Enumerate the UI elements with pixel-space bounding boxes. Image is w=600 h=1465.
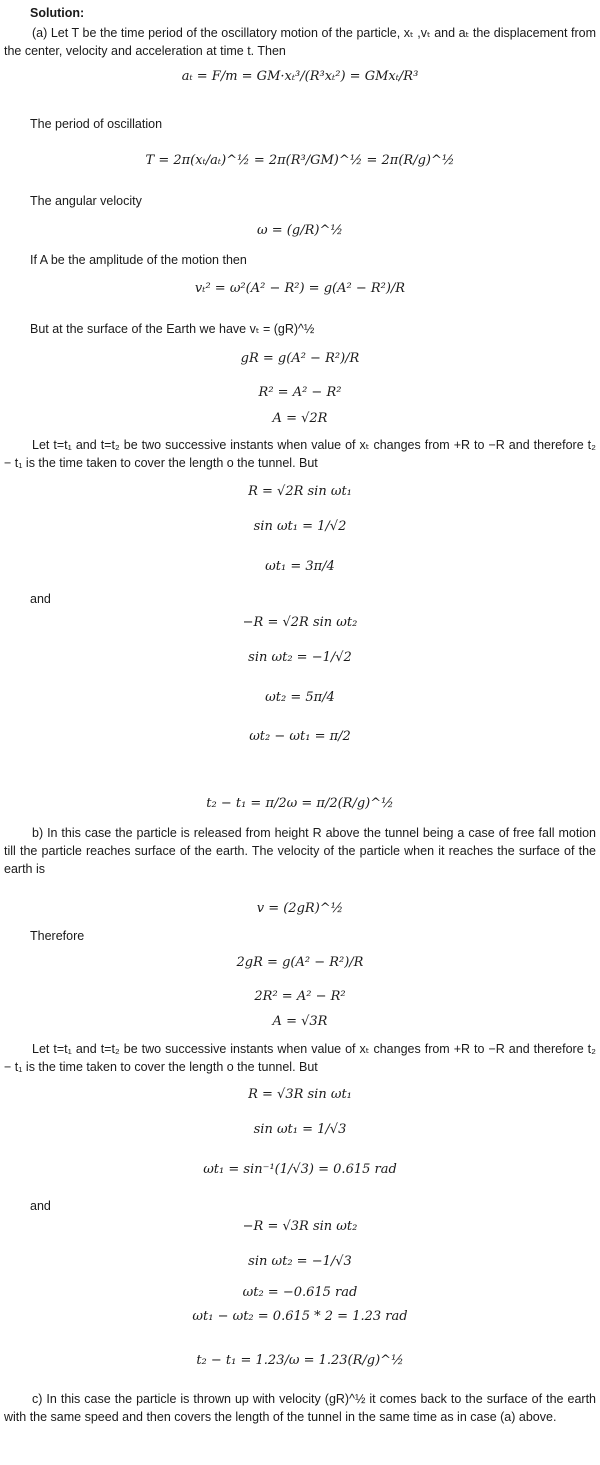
para-a-intro: (a) Let T be the time period of the oscillatory motion of the particle, xₜ ,vₜ and aₜ the displacement from the center, velocity and acceleration at time t. Then (4, 26, 596, 58)
label-angular-velocity: The angular velocity (30, 194, 142, 208)
eq-amplitude-a: A = √2R (272, 411, 328, 426)
para-instants-a: Let t=t₁ and t=t₂ be two successive instants when value of xₜ changes from +R to −R and therefore t₂ − t₁ is the time taken to cover the length o the tunnel. But (4, 438, 596, 470)
eq-velocity-sq: vₜ² = ω²(A² − R²) = g(A² − R²)/R (194, 281, 406, 296)
eq-time-a: t₂ − t₁ = π/2ω = π/2(R/g)^½ (206, 796, 394, 811)
para-c: c) In this case the particle is thrown up with velocity (gR)^½ it comes back to the surface of the earth with the same speed and then covers the length of the tunnel in the same time as in case (a) above. (4, 1392, 596, 1424)
eq-wt2-b: ωt₂ = −0.615 rad (242, 1285, 358, 1300)
label-therefore: Therefore (30, 929, 85, 943)
label-period: The period of oscillation (30, 117, 163, 131)
eq-R-sin-t1: R = √2R sin ωt₁ (248, 484, 352, 499)
eq-wt-difference-b: ωt₁ − ωt₂ = 0.615 * 2 = 1.23 rad (192, 1309, 408, 1324)
eq-sin-t2: sin ωt₂ = −1/√2 (248, 650, 352, 665)
para-surface-velocity: But at the surface of the Earth we have vₜ = (gR)^½ (30, 322, 315, 336)
para-b: b) In this case the particle is released from height R above the tunnel being a case of free fall motion till the particle reaches surface of the earth. The velocity of the particle when it reaches the surface of the earth is (4, 826, 596, 876)
eq-time-b: t₂ − t₁ = 1.23/ω = 1.23(R/g)^½ (196, 1353, 404, 1368)
eq-acceleration: aₜ = F/m = GM·xₜ³/(R³xₜ²) = GMxₜ/R³ (181, 69, 419, 84)
eq-wt1-b: ωt₁ = sin⁻¹(1/√3) = 0.615 rad (203, 1162, 397, 1177)
eq-sin-t2-b: sin ωt₂ = −1/√3 (248, 1254, 352, 1269)
eq-sin-t1: sin ωt₁ = 1/√2 (253, 519, 347, 534)
eq-wt2: ωt₂ = 5π/4 (265, 690, 335, 705)
eq-gR: gR = g(A² − R²)/R (240, 351, 360, 366)
eq-R-sin-t1-b: R = √3R sin ωt₁ (248, 1087, 352, 1102)
eq-minusR-sin-t2-b: −R = √3R sin ωt₂ (242, 1219, 358, 1234)
label-and-1: and (30, 592, 51, 606)
para-amplitude: If A be the amplitude of the motion then (30, 253, 247, 267)
eq-minusR-sin-t2: −R = √2R sin ωt₂ (242, 615, 358, 630)
eq-sin-t1-b: sin ωt₁ = 1/√3 (253, 1122, 347, 1137)
eq-wt-difference: ωt₂ − ωt₁ = π/2 (249, 729, 351, 744)
eq-period: T = 2π(xₜ/aₜ)^½ = 2π(R³/GM)^½ = 2π(R/g)^½ (145, 153, 455, 168)
label-and-2: and (30, 1199, 51, 1213)
solution-heading: Solution: (30, 6, 85, 20)
eq-v-2gR: v = (2gR)^½ (256, 901, 344, 916)
eq-2gR: 2gR = g(A² − R²)/R (236, 955, 364, 970)
eq-amplitude-b: A = √3R (272, 1014, 328, 1029)
eq-R-squared: R² = A² − R² (258, 385, 342, 400)
eq-2R-squared: 2R² = A² − R² (254, 989, 346, 1004)
eq-wt1: ωt₁ = 3π/4 (265, 559, 335, 574)
para-instants-b: Let t=t₁ and t=t₂ be two successive instants when value of xₜ changes from +R to −R and therefore t₂ − t₁ is the time taken to cover the length o the tunnel. But (4, 1042, 596, 1074)
eq-omega: ω = (g/R)^½ (257, 223, 343, 238)
